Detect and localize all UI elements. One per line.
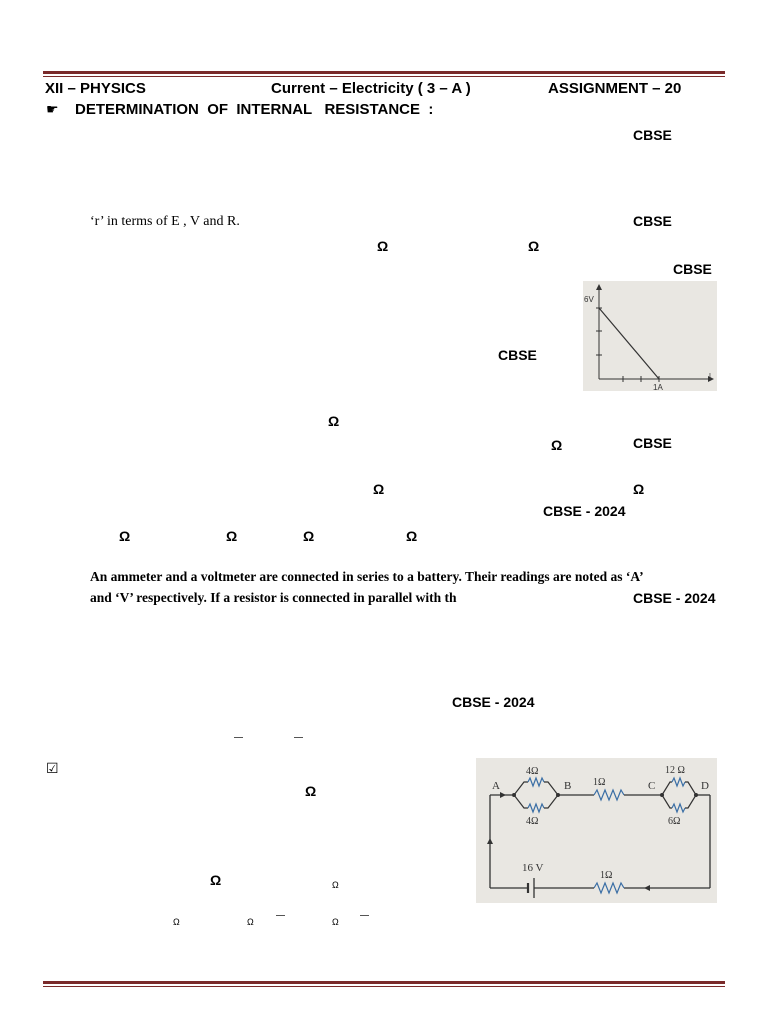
omega-symbol-small: Ω [173,917,180,927]
bottom-rule [43,981,725,984]
cbse-tag: CBSE [498,347,537,363]
resistor-label: 1Ω [600,870,613,881]
node-d-label: D [701,780,709,792]
question-text: ‘r’ in terms of E , V and R. [90,214,240,229]
question-paragraph-line1: An ammeter and a voltmeter are connected in series to a battery. Their readings are noted as ‘A’ [90,569,644,584]
omega-symbol: Ω [305,783,317,799]
omega-symbol: Ω [328,413,340,429]
omega-symbol: Ω [119,528,131,544]
resistor-label: 4Ω [526,816,539,827]
omega-symbol: Ω [551,437,563,453]
header-subject: XII – PHYSICS [45,80,146,97]
omega-symbol: Ω [406,528,418,544]
resistor-label: 1Ω [593,777,606,788]
graph-y-label: 6V [584,295,594,304]
fraction-bar [360,915,369,916]
node-a-label: A [492,780,500,792]
circuit-diagram-figure [476,758,717,903]
omega-symbol-small: Ω [247,917,254,927]
top-rule-thin [43,76,725,77]
resistor-label: 6Ω [668,816,681,827]
fraction-bar [234,737,243,738]
fraction-bar [294,737,303,738]
node-b-label: B [564,780,572,792]
omega-symbol: Ω [373,481,385,497]
section-topic: DETERMINATION OF INTERNAL RESISTANCE : [75,101,434,118]
fraction-bar [276,915,285,916]
vi-graph-figure [583,281,717,391]
cbse-tag: CBSE [633,435,672,451]
omega-symbol: Ω [528,238,540,254]
resistor-label: 12 Ω [665,765,685,776]
header-assignment: ASSIGNMENT – 20 [548,80,682,97]
top-rule [43,71,725,74]
cbse-tag: CBSE [633,127,672,143]
circuit-diagram [476,758,717,903]
hand-pointing-icon: ☛ [46,101,59,117]
cbse-2024-tag: CBSE - 2024 [543,503,626,519]
header-chapter: Current – Electricity ( 3 – A ) [271,80,471,97]
node-c-label: C [648,780,656,792]
omega-symbol: Ω [210,872,222,888]
cbse-tag: CBSE [673,261,712,277]
bottom-rule-thin [43,986,725,987]
graph-axis-label: I [709,373,711,380]
cbse-2024-tag: CBSE - 2024 [633,590,716,606]
cbse-2024-tag: CBSE - 2024 [452,694,535,710]
checkbox-icon: ☑ [46,760,59,776]
omega-symbol-small: Ω [332,880,339,890]
omega-symbol-small: Ω [332,917,339,927]
omega-symbol: Ω [377,238,389,254]
question-paragraph-line2: and ‘V’ respectively. If a resistor is connected in parallel with th [90,590,457,605]
battery-label: 16 V [522,862,544,874]
omega-symbol: Ω [226,528,238,544]
omega-symbol: Ω [633,481,645,497]
graph-x-label: 1A [653,383,663,391]
vi-graph [583,281,717,391]
omega-symbol: Ω [303,528,315,544]
resistor-label: 4Ω [526,766,539,777]
cbse-tag: CBSE [633,213,672,229]
